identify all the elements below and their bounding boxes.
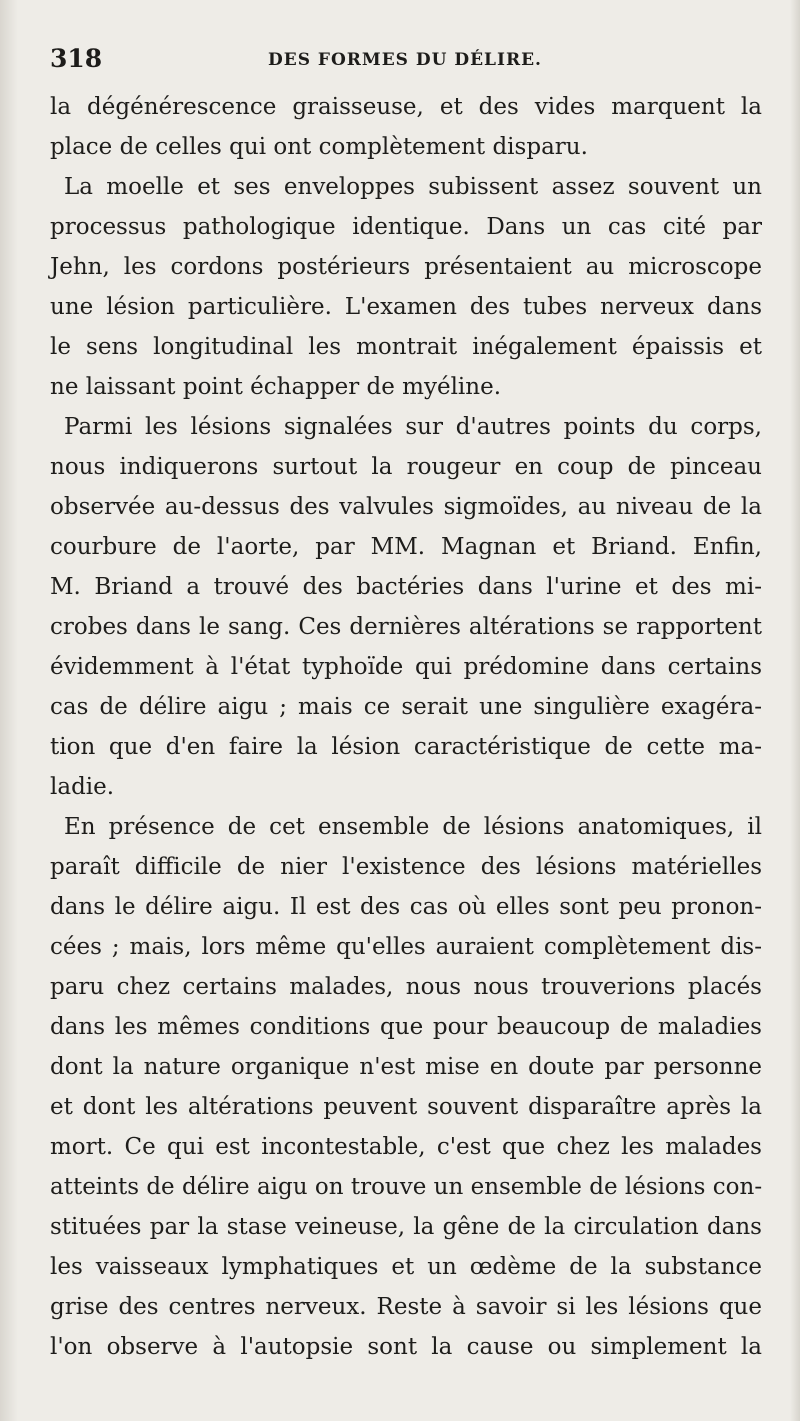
text-line: processus pathologique identique. Dans un cas cité par <box>50 214 762 240</box>
text-line: ne laissant point échapper de myéline. <box>50 374 502 400</box>
text-line: les vaisseaux lymphatiques et un œdème de la substance <box>50 1254 762 1280</box>
text-line: évidemment à l'état typhoïde qui prédomine dans certains <box>50 654 762 680</box>
text-line: mort. Ce qui est incontestable, c'est que chez les malades <box>50 1134 762 1160</box>
body-text <box>50 87 762 1367</box>
text-line: En présence de cet ensemble de lésions anatomiques, il <box>64 814 762 840</box>
text-line: place de celles qui ont complètement disparu. <box>50 134 588 160</box>
text-line: une lésion particulière. L'examen des tubes nerveux dans <box>50 294 762 320</box>
text-line: courbure de l'aorte, par MM. Magnan et Briand. Enfin, <box>50 534 762 560</box>
text-line: atteints de délire aigu on trouve un ensemble de lésions con- <box>50 1174 763 1200</box>
text-line: stituées par la stase veineuse, la gêne de la circulation dans <box>50 1214 762 1240</box>
text-line: et dont les altérations peuvent souvent disparaître après la <box>50 1094 762 1120</box>
text-line: tion que d'en faire la lésion caractéristique de cette ma- <box>50 734 762 760</box>
text-line: paraît difficile de nier l'existence des lésions matérielles <box>50 854 762 880</box>
text-line: observée au-dessus des valvules sigmoïdes, au niveau de la <box>50 494 762 520</box>
text-line: ladie. <box>50 774 115 800</box>
text-line: dans les mêmes conditions que pour beaucoup de maladies <box>50 1014 762 1040</box>
text-line: crobes dans le sang. Ces dernières altérations se rapportent <box>50 614 762 640</box>
running-title: DES FORMES DU DÉLIRE. <box>268 50 542 70</box>
text-line: grise des centres nerveux. Reste à savoir si les lésions que <box>50 1294 762 1320</box>
text-line: la dégénérescence graisseuse, et des vides marquent la <box>50 94 762 120</box>
text-line: La moelle et ses enveloppes subissent assez souvent un <box>64 174 762 200</box>
text-line: Parmi les lésions signalées sur d'autres points du corps, <box>64 414 762 440</box>
text-line: dans le délire aigu. Il est des cas où elles sont peu pronon- <box>50 894 762 920</box>
text-line: le sens longitudinal les montrait inégalement épaissis et <box>50 334 762 360</box>
text-line: nous indiquerons surtout la rougeur en coup de pinceau <box>50 454 762 480</box>
text-line: dont la nature organique n'est mise en doute par personne <box>50 1054 762 1080</box>
text-line: paru chez certains malades, nous nous trouverions placés <box>50 974 762 1000</box>
page-number: 318 <box>50 44 103 73</box>
page-header <box>50 44 760 80</box>
text-line: M. Briand a trouvé des bactéries dans l'urine et des mi- <box>50 574 762 600</box>
text-line: cas de délire aigu ; mais ce serait une singulière exagéra- <box>50 694 762 720</box>
text-line: Jehn, les cordons postérieurs présentaient au microscope <box>50 254 762 280</box>
text-line: cées ; mais, lors même qu'elles auraient complètement dis- <box>50 934 762 960</box>
text-line: l'on observe à l'autopsie sont la cause ou simplement la <box>50 1334 762 1360</box>
